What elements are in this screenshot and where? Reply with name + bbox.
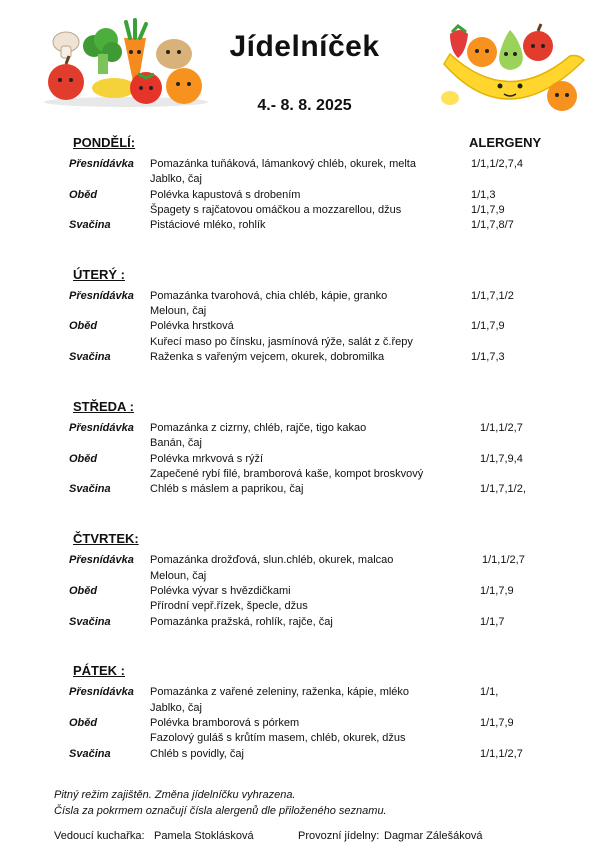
allergen-codes: 1/1,7,1/2, <box>480 483 526 495</box>
allergens-header: ALERGENY <box>469 135 542 150</box>
allergen-codes: 1/1,7,8/7 <box>471 219 514 231</box>
cook-label: Vedoucí kuchařka: <box>54 830 145 842</box>
allergen-codes: 1/1,7,9 <box>471 204 505 216</box>
menu-item: Pomazánka tvarohová, chia chléb, kápie, granko <box>150 290 388 302</box>
note-drinking: Pitný režim zajištěn. Změna jídelníčku vyhrazena. <box>54 789 296 801</box>
menu-item: Banán, čaj <box>150 437 202 449</box>
meal-label: Oběd <box>69 453 98 465</box>
cook-name: Pamela Stoklásková <box>154 830 254 842</box>
day-heading-tuesday: ÚTERÝ : <box>73 267 125 282</box>
day-heading-wednesday: STŘEDA : <box>73 399 134 414</box>
menu-item: Přírodní vepř.řízek, špecle, džus <box>150 600 308 612</box>
menu-item: Fazolový guláš s krůtím masem, chléb, okurek, džus <box>150 732 406 744</box>
menu-item: Pomazánka z vařené zeleniny, raženka, kápie, mléko <box>150 686 410 698</box>
meal-label: Svačina <box>69 219 111 231</box>
meal-label: Přesnídávka <box>69 158 134 170</box>
menu-item: Raženka s vařeným vejcem, okurek, dobromilka <box>150 351 385 363</box>
meal-label: Svačina <box>69 616 111 628</box>
menu-item: Špagety s rajčatovou omáčkou a mozzarellou, džus <box>150 204 402 216</box>
allergen-codes: 1/1,7,9 <box>471 320 505 332</box>
meal-label: Přesnídávka <box>69 554 134 566</box>
meal-label: Oběd <box>69 320 98 332</box>
menu-item: Pistáciové mléko, rohlík <box>150 219 266 231</box>
menu-item: Polévka hrstková <box>150 320 234 332</box>
allergen-codes: 1/1,1/2,7 <box>482 554 525 566</box>
manager-name: Dagmar Zálešáková <box>384 830 483 842</box>
manager-label: Provozní jídelny: <box>298 830 380 842</box>
meal-label: Oběd <box>69 189 98 201</box>
day-heading-thursday: ČTVRTEK: <box>73 531 139 546</box>
allergen-codes: 1/1,3 <box>471 189 496 201</box>
meal-label: Přesnídávka <box>69 290 134 302</box>
menu-item: Meloun, čaj <box>150 305 207 317</box>
allergen-codes: 1/1,7 <box>480 616 505 628</box>
meal-label: Svačina <box>69 351 111 363</box>
menu-item: Polévka bramborová s pórkem <box>150 717 300 729</box>
menu-item: Pomazánka tuňáková, lámankový chléb, okurek, melta <box>150 158 416 170</box>
day-heading-friday: PÁTEK : <box>73 663 125 678</box>
week-dates: 4.- 8. 8. 2025 <box>257 97 352 114</box>
page-title: Jídelníček <box>229 30 380 63</box>
allergen-codes: 1/1, <box>480 686 499 698</box>
allergen-codes: 1/1,7,9 <box>480 585 514 597</box>
menu-item: Polévka mrkvová s rýží <box>150 453 264 465</box>
menu-item: Meloun, čaj <box>150 570 207 582</box>
day-heading-monday: PONDĚLÍ: <box>73 135 136 150</box>
allergen-codes: 1/1,1/2,7 <box>480 748 523 760</box>
note-allergens: Čísla za pokrmem označují čísla alergenů dle přiloženého seznamu. <box>54 805 387 817</box>
allergen-codes: 1/1,1/2,7,4 <box>471 158 523 170</box>
meal-label: Oběd <box>69 717 98 729</box>
menu-item: Kuřecí maso po čínsku, jasmínová rýže, salát z č.řepy <box>150 336 413 348</box>
menu-item: Jablko, čaj <box>150 702 202 714</box>
allergen-codes: 1/1,7,3 <box>471 351 505 363</box>
menu-item: Pomazánka z cizrny, chléb, rajče, tigo kakao <box>150 422 367 434</box>
allergen-codes: 1/1,7,9,4 <box>480 453 523 465</box>
meal-label: Oběd <box>69 585 98 597</box>
menu-item: Chléb s máslem a paprikou, čaj <box>150 483 304 495</box>
allergen-codes: 1/1,1/2,7 <box>480 422 523 434</box>
meal-label: Přesnídávka <box>69 422 134 434</box>
meal-label: Svačina <box>69 748 111 760</box>
menu-item: Pomazánka drožďová, slun.chléb, okurek, malcao <box>150 554 394 566</box>
menu-item: Polévka kapustová s drobením <box>150 189 301 201</box>
allergen-codes: 1/1,7,9 <box>480 717 514 729</box>
menu-item: Polévka vývar s hvězdičkami <box>150 585 291 597</box>
menu-item: Zapečené rybí filé, bramborová kaše, kompot broskvový <box>150 468 424 480</box>
menu-item: Pomazánka pražská, rohlík, rajče, čaj <box>150 616 333 628</box>
meal-label: Přesnídávka <box>69 686 134 698</box>
menu-item: Chléb s povidly, čaj <box>150 748 244 760</box>
meal-label: Svačina <box>69 483 111 495</box>
allergen-codes: 1/1,7,1/2 <box>471 290 514 302</box>
menu-item: Jablko, čaj <box>150 173 202 185</box>
